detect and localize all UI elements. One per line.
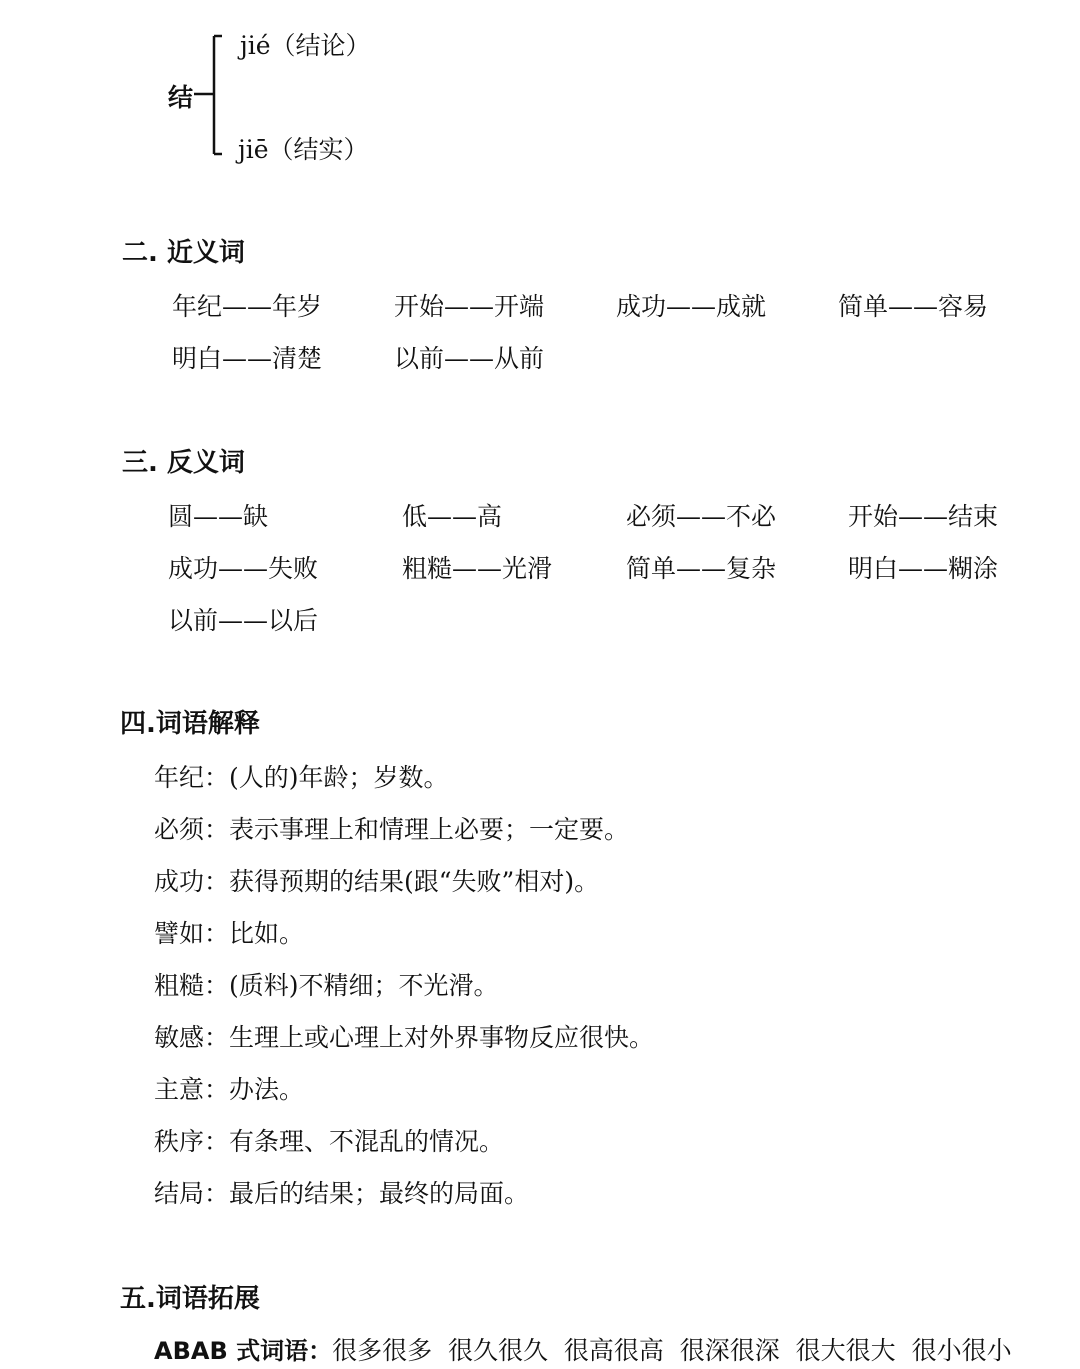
polyphone-reading-1: jié（结论） bbox=[240, 31, 371, 60]
definition-item: 秩序：有条理、不混乱的情况。 bbox=[154, 1127, 505, 1156]
synonym-pair: 开始——开端 bbox=[394, 292, 545, 321]
synonym-pair: 以前——从前 bbox=[394, 344, 545, 373]
antonym-pair: 以前——以后 bbox=[168, 606, 319, 635]
definition-item: 成功：获得预期的结果(跟“失败”相对)。 bbox=[154, 867, 600, 896]
definition-item: 年纪：(人的)年龄；岁数。 bbox=[154, 763, 449, 792]
bracket-lines bbox=[194, 30, 234, 160]
cropped-heading-fragment bbox=[160, 0, 250, 4]
definition-item: 必须：表示事理上和情理上必要；一定要。 bbox=[154, 815, 630, 844]
antonym-pair: 低——高 bbox=[402, 502, 503, 531]
definition-item: 粗糙：(质料)不精细；不光滑。 bbox=[154, 971, 499, 1000]
definition-item: 结局：最后的结果；最终的局面。 bbox=[154, 1179, 530, 1208]
synonym-pair: 简单——容易 bbox=[838, 292, 989, 321]
definition-item: 主意：办法。 bbox=[154, 1075, 305, 1104]
polyphone-char: 结 bbox=[168, 83, 194, 112]
antonyms-heading: 三. 反义词 bbox=[122, 448, 245, 478]
expansion-heading: 五.词语拓展 bbox=[120, 1284, 260, 1314]
expansion-words: 很多很多 很久很久 很高很高 很深很深 很大很大 很小很小 bbox=[332, 1336, 1012, 1365]
cropped-text-glyphs bbox=[160, 0, 250, 4]
antonym-pair: 圆——缺 bbox=[168, 502, 269, 531]
antonym-pair: 成功——失败 bbox=[168, 554, 319, 583]
expansion-label: ABAB 式词语： bbox=[154, 1337, 333, 1365]
synonym-pair: 年纪——年岁 bbox=[172, 292, 323, 321]
definitions-heading: 四.词语解释 bbox=[120, 709, 260, 739]
antonym-pair: 开始——结束 bbox=[848, 502, 999, 531]
expansion-line bbox=[154, 1331, 1012, 1367]
synonym-pair: 成功——成就 bbox=[616, 292, 767, 321]
synonym-pair: 明白——清楚 bbox=[172, 344, 323, 373]
antonym-pair: 必须——不必 bbox=[626, 502, 777, 531]
definition-item: 譬如：比如。 bbox=[154, 919, 305, 948]
antonym-pair: 粗糙——光滑 bbox=[402, 554, 553, 583]
definition-item: 敏感：生理上或心理上对外界事物反应很快。 bbox=[154, 1023, 655, 1052]
antonym-pair: 明白——糊涂 bbox=[848, 554, 999, 583]
polyphone-reading-2: jiē（结实） bbox=[238, 135, 369, 164]
antonym-pair: 简单——复杂 bbox=[626, 554, 777, 583]
synonyms-heading: 二. 近义词 bbox=[122, 238, 245, 268]
